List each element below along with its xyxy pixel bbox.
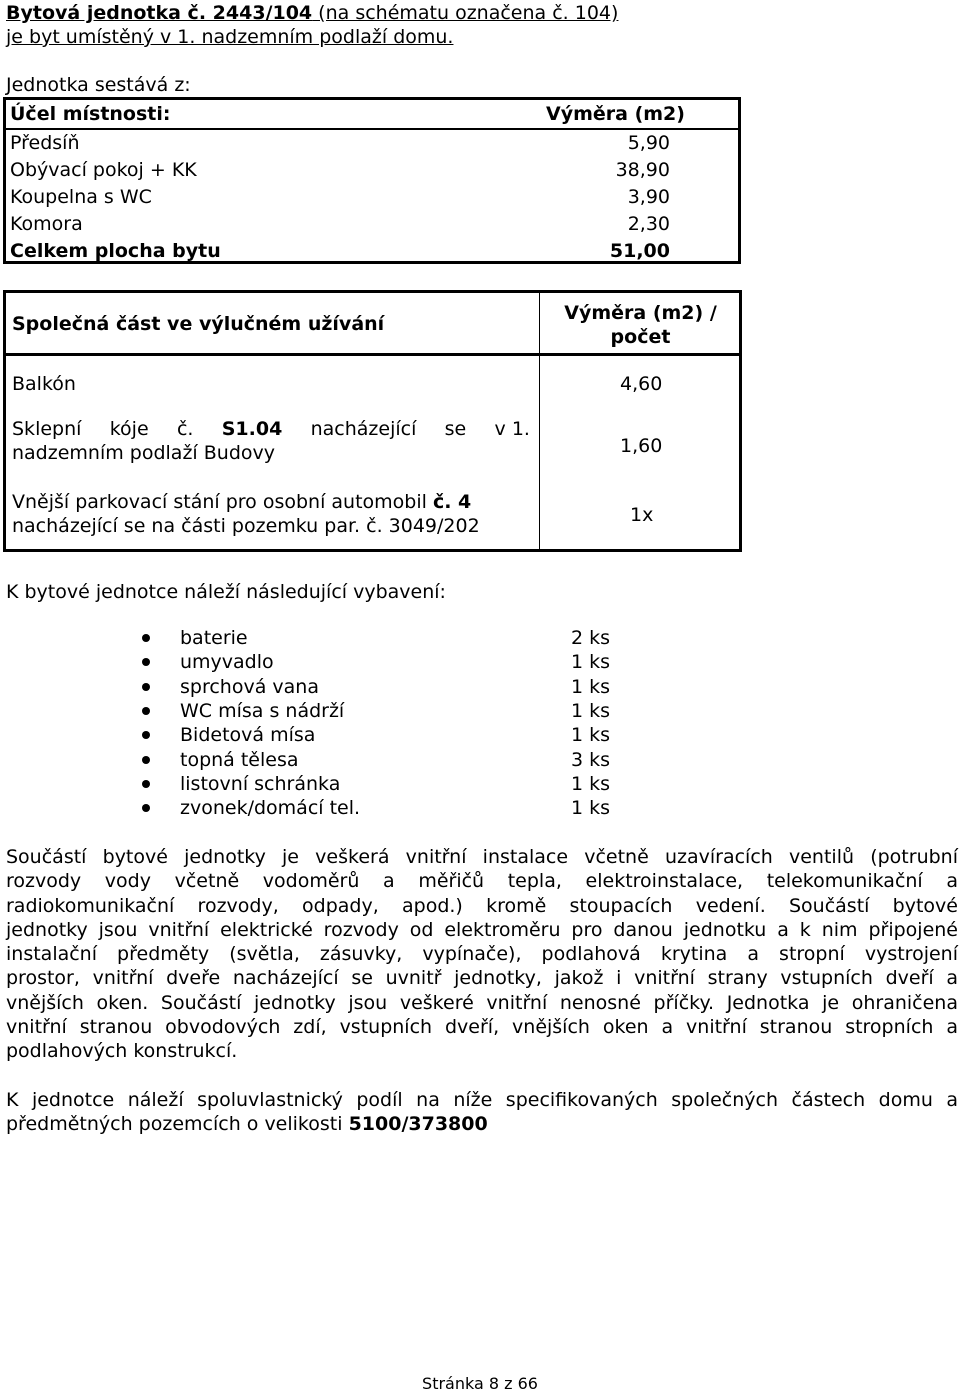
col-area-header: Výměra (m2) xyxy=(546,103,685,125)
col-part-header: Společná část ve výlučném užívání xyxy=(12,313,385,335)
equipment-intro: K bytové jednotce náleží následující vybavení: xyxy=(6,581,446,603)
cellar-value: 1,60 xyxy=(620,435,663,457)
room-area: 38,90 xyxy=(615,159,670,181)
composition-intro: Jednotka sestává z: xyxy=(6,74,191,96)
bullet-icon xyxy=(142,707,150,715)
balcony-value: 4,60 xyxy=(620,373,663,395)
balcony-label: Balkón xyxy=(12,373,76,395)
unit-location: je byt umístěný v 1. nadzemním podlaží domu. xyxy=(6,26,454,48)
room-area: 3,90 xyxy=(627,186,670,208)
page-footer: Stránka 8 z 66 xyxy=(422,1374,538,1393)
bullet-icon xyxy=(142,683,150,691)
bullet-icon xyxy=(142,634,150,642)
room-area: 2,30 xyxy=(627,213,670,235)
rooms-table xyxy=(3,97,741,264)
total-value: 51,00 xyxy=(609,240,670,262)
table-row xyxy=(10,130,670,157)
room-name: Předsíň xyxy=(10,132,80,154)
share-paragraph: K jednotce náleží spoluvlastnický podíl na níže specifikovaných společných částech domu a předmětných pozemcích o velikosti 5100/373800 xyxy=(6,1089,958,1136)
room-name: Komora xyxy=(10,213,83,235)
column-divider xyxy=(539,293,540,549)
bullet-icon xyxy=(142,780,150,788)
scope-paragraph: Součástí bytové jednotky je veškerá vnitřní instalace včetně uzavíracích ventilů (potrubní rozvody vody včetně vodoměrů a měřičů tepla, elektroinstalace, telekomunikační a radiokomunikační rozvody, odpady, apod.) kromě stoupacích vedení. Součástí bytové jednotky jsou vnitřní elektrické rozvody od elektroměru pro danou jednotku a k nim připojené instalační předměty (světla, zásuvky, vypínače), podlahová krytina a stropní vystrojení prostor, vnitřní dveře nacházející se uvnitř jednotky, jakož i vnitřní strany vstupních dveří a vnějších oken. Součástí jednotky jsou veškeré vnitřní nenosné příčky. Jednotka je ohraničena vnitřní stranou obvodových zdí, vstupních dveří, vnějších oken a vnitřní stranou stropních a podlahových konstrukcí. xyxy=(6,846,958,1063)
room-area: 5,90 xyxy=(627,132,670,154)
parking-value: 1x xyxy=(630,504,654,526)
total-label: Celkem plocha bytu xyxy=(10,240,221,262)
cellar-description: Sklepní kóje č. S1.04 nacházející se v 1. nadzemním podlaží Budovy xyxy=(12,418,530,464)
parking-description: Vnější parkovací stání pro osobní automobil č. 4 nacházející se na části pozemku par. č. 3049/202 xyxy=(12,491,480,537)
table-row xyxy=(10,157,670,184)
bullet-icon xyxy=(142,731,150,739)
common-parts-table xyxy=(3,290,742,552)
room-name: Koupelna s WC xyxy=(10,186,152,208)
unit-label: Bytová jednotka č. 2443/104 xyxy=(6,2,313,24)
total-row xyxy=(10,238,670,265)
col-room-header: Účel místnosti: xyxy=(10,103,171,125)
bullet-icon xyxy=(142,756,150,764)
unit-heading xyxy=(6,1,618,25)
header-divider xyxy=(6,353,739,356)
col-area-header: Výměra (m2) / počet xyxy=(564,302,717,348)
table-row xyxy=(10,211,670,238)
room-name: Obývací pokoj + KK xyxy=(10,159,197,181)
table-row xyxy=(10,184,670,211)
share-value: 5100/373800 xyxy=(348,1113,488,1136)
bullet-icon xyxy=(142,804,150,812)
bullet-icon xyxy=(142,658,150,666)
unit-note: (na schématu označena č. 104) xyxy=(312,2,619,24)
